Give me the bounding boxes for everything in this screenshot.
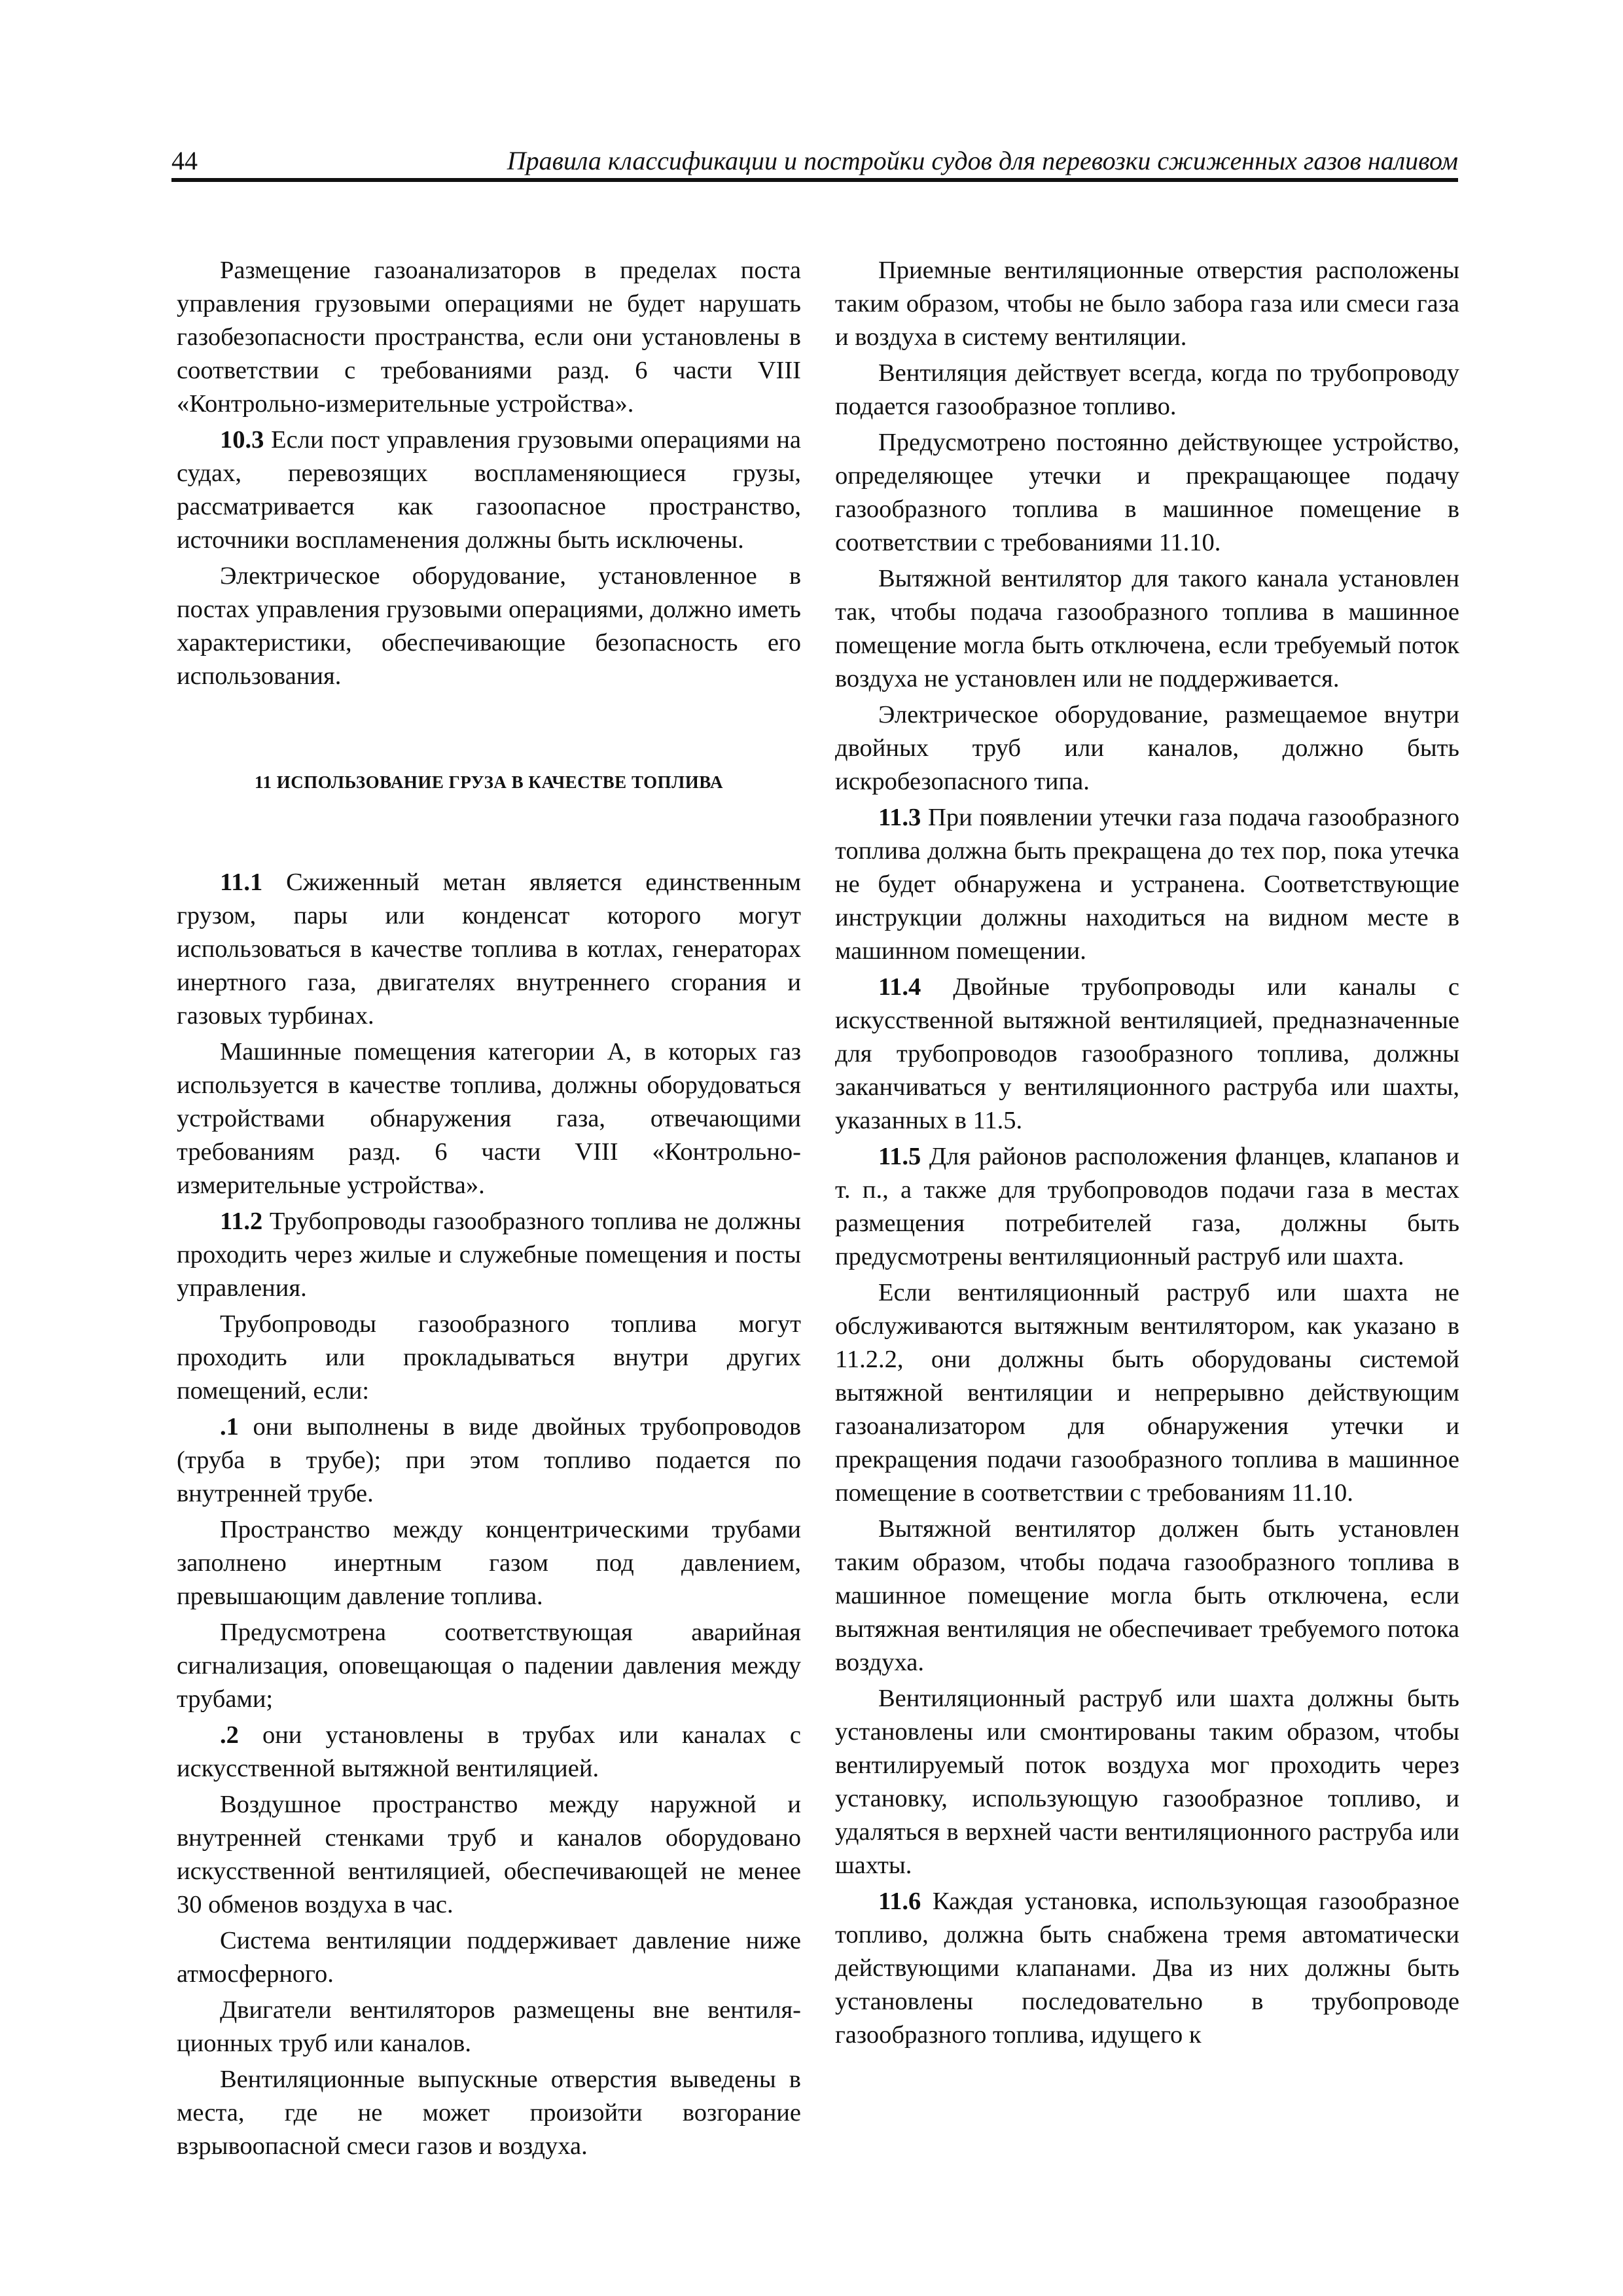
clause-number: 11.4 (878, 973, 921, 1001)
paragraph: Машинные помещения категории А, в которых газ используется в качестве топлива, должны оборудоваться устройствами обнаружения газа, отвечающими требованиям разд. 6 части VIII «Контрольно-измерительные устройства». (177, 1038, 801, 1199)
paragraph: Предусмотрена соответствующая аварийная сигнализация, оповещающая о падении давления между трубами; (177, 1619, 801, 1713)
page-number: 44 (171, 146, 198, 175)
paragraph: Приемные вентиляционные отверстия расположены таким образом, чтобы не было забора газа или смеси газа и воздуха в систему вентиляции. (835, 257, 1459, 351)
list-marker: .1 (220, 1413, 239, 1441)
paragraph: .2 они установлены в трубах или каналах с искусственной вытяжной вентиляцией. (177, 1721, 801, 1782)
paragraph: Вентиляция действует всегда, когда по трубопроводу подается газообразное топливо. (835, 359, 1459, 420)
paragraph: Электрическое оборудование, размещаемое внутри двойных труб или каналов, должно быть искробезопасного типа. (835, 701, 1459, 795)
paragraph: Пространство между концентрическими трубами заполнено инертным газом под давлением, превышающим давление топлива. (177, 1516, 801, 1610)
section-title: 11 ИСПОЛЬЗОВАНИЕ ГРУЗА В КАЧЕСТВЕ ТОПЛИВА (254, 772, 724, 792)
clause-number: 11.3 (878, 804, 921, 831)
paragraph: Вентиляционный раструб или шахта должны быть установлены или смонтированы таким образом, чтобы вентилируемый поток воздуха мог проходить через установку, использующую газообразное топливо, и удаляться в верхней части вентиляционного раструба или шахты. (835, 1685, 1459, 1879)
paragraph: Трубопроводы газообразного топлива могут проходить или прокладываться внутри других помещений, если: (177, 1310, 801, 1405)
paragraph: Вытяжной вентилятор должен быть установлен таким образом, чтобы подача газообразного топлива в машинное помещение могла быть отключена, если вытяжная вентиляция не обеспечивает требуемого потока воздуха. (835, 1515, 1459, 1676)
left-column (177, 254, 801, 2166)
paragraph: Двигатели вентиляторов размещены вне вентиляционных труб или каналов. (177, 1996, 801, 2057)
header-rule (171, 178, 1458, 182)
paragraph: 11.6 Каждая установка, использующая газообразное топливо, должна быть снабжена тремя автоматически действующими клапанами. Два из них должны быть установлены последовательно в трубопроводе газообразного топлива, идущего к (835, 1888, 1460, 2049)
clause-number: 11.6 (878, 1888, 921, 1915)
list-marker: .2 (220, 1721, 239, 1749)
paragraph: 11.2 Трубопроводы газообразного топлива не должны проходить через жилые и служебные помещения и посты управления. (177, 1208, 801, 1302)
right-column (835, 254, 1459, 2054)
paragraph: 10.3 Если пост управления грузовыми операциями на судах, перевозящих воспламеняющиеся грузы, рассматривается как газоопасное пространство, источники воспламенения должны быть исключены. (177, 426, 802, 554)
clause-number: 11.1 (220, 869, 263, 896)
clause-number: 11.2 (220, 1208, 263, 1235)
paragraph: 11.4 Двойные трубопроводы или каналы с искусственной вытяжной вентиляцией, предназначенные для трубопроводов газообразного топлива, должны заканчиваться у вентиляционного раструба или шахты, указанных в 11.5. (835, 973, 1459, 1134)
paragraph: 11.1 Сжиженный метан является единственным грузом, пары или конденсат которого могут использоваться в качестве топлива в котлах, генераторах инертного газа, двигателях внутреннего сгорания и газовых турбинах. (177, 869, 801, 1030)
clause-number: 11.5 (878, 1143, 921, 1170)
paragraph: Вытяжной вентилятор для такого канала установлен так, чтобы подача газообразного топлива в машинное помещение могла быть отключена, если требуемый поток воздуха не установлен или не поддерживается. (835, 565, 1459, 692)
clause-number: 10.3 (220, 426, 264, 454)
paragraph: 11.3 При появлении утечки газа подача газообразного топлива должна быть прекращена до тех пор, пока утечка не будет обнаружена и устранена. Соответствующие инструкции должны находиться на видном месте в машинном помещении. (835, 804, 1459, 965)
paragraph: Воздушное пространство между наружной и внутренней стенками труб и каналов оборудовано искусственной вентиляцией, обеспечивающей не менее 30 обменов воздуха в час. (177, 1791, 801, 1918)
paragraph: Вентиляционные выпускные отверстия выведены в места, где не может произойти возгорание взрывоопасной смеси газов и воздуха. (177, 2066, 801, 2160)
paragraph: Система вентиляции поддерживает давление ниже атмосферного. (177, 1927, 801, 1988)
paragraph: Размещение газоанализаторов в пределах поста управления грузовыми операциями не будет нарушать газобезопасности пространства, если они установлены в соответствии с требованиями разд. 6 части VIII «Контрольно-измерительные устройства». (177, 257, 801, 418)
paragraph: Предусмотрено постоянно действующее устройство, определяющее утечки и прекращающее подачу газообразного топлива в машинное помещение в соответствии с требованиями 11.10. (835, 429, 1459, 556)
running-title: Правила классификации и постройки судов для перевозки сжиженных газов наливом (507, 146, 1458, 175)
paragraph: 11.5 Для районов расположения фланцев, клапанов и т. п., а также для трубопроводов подачи газа в местах размещения потребителей газа, должны быть предусмотрены вентиляционный раструб или шахта. (835, 1143, 1459, 1270)
paragraph: Если вентиляционный раструб или шахта не обслуживаются вытяжным вентилятором, как указано в 11.2.2, они должны быть оборудованы системой вытяжной вентиляции и непрерывно действующим газоанализатором для обнаружения утечки и прекращения подачи газообразного топлива в машинное помещение в соответствии с требованиям 11.10. (835, 1279, 1459, 1507)
paragraph: .1 они выполнены в виде двойных трубопроводов (труба в трубе); при этом топливо подается по внутренней трубе. (177, 1413, 802, 1507)
paragraph: Электрическое оборудование, установленное в постах управления грузовыми операциями, должно иметь характеристики, обеспечивающие безопасность его использования. (177, 562, 801, 690)
page-header (171, 145, 1458, 178)
